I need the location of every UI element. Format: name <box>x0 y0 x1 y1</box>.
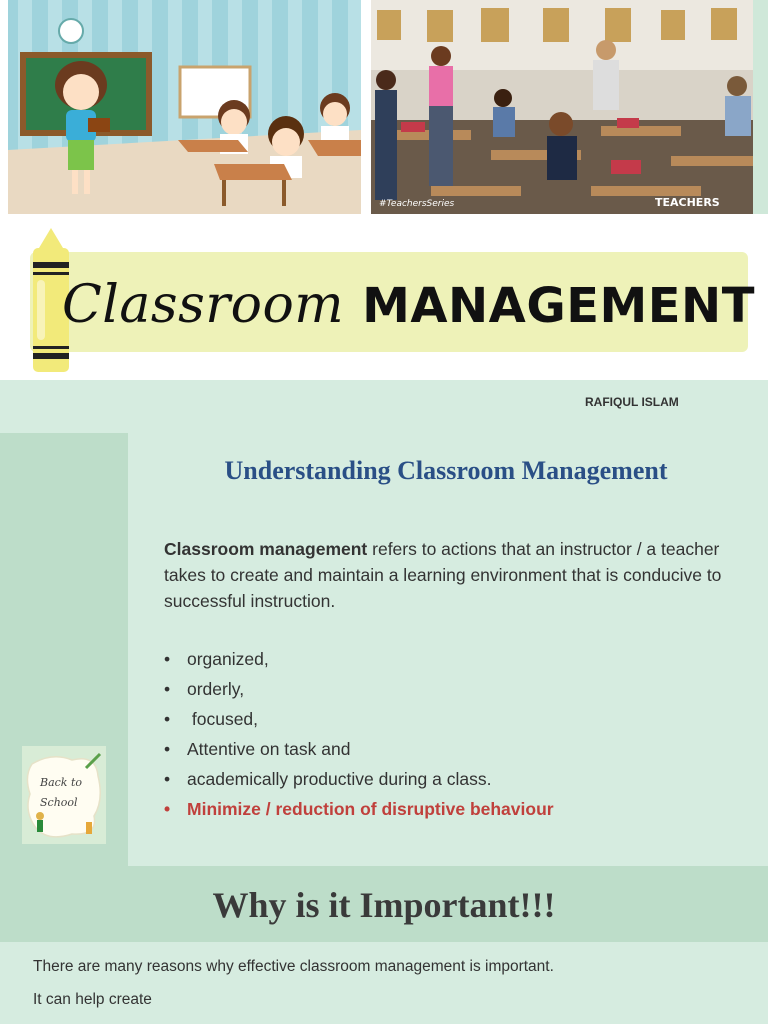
hero-images <box>0 0 768 214</box>
back-to-school-sticker <box>22 746 106 844</box>
photo-brand: TEACHERS <box>655 196 720 209</box>
why-line-2: It can help create <box>33 991 152 1008</box>
bullet-item: • academically productive during a class. <box>164 766 554 796</box>
sticker-line1: Back to <box>40 776 83 789</box>
bullet-item: • focused, <box>164 706 554 736</box>
bullet-item: • Attentive on task and <box>164 736 554 766</box>
why-title: Why is it Important!!! <box>212 885 556 925</box>
bullet-item-highlight: • Minimize / reduction of disruptive behaviour <box>164 796 554 826</box>
photo-hashtag: #TeachersSeries <box>379 199 455 209</box>
intro-paragraph <box>164 536 754 614</box>
why-line-1: There are many reasons why effective classroom management is important. <box>33 958 554 975</box>
banner-title-word1: Classroom <box>62 275 345 335</box>
edge-strip <box>753 0 768 214</box>
author-name: RAFIQUL ISLAM <box>585 395 679 409</box>
title-banner-area <box>0 214 768 380</box>
bullet-list <box>164 646 554 826</box>
sticker-line2: School <box>40 796 78 809</box>
cartoon-classroom-illustration <box>8 0 361 214</box>
banner-title <box>62 275 755 335</box>
real-classroom-photo <box>371 0 753 214</box>
bullet-item: • orderly, <box>164 676 554 706</box>
bullet-item: • organized, <box>164 646 554 676</box>
intro-bold-term: Classroom management <box>164 539 368 559</box>
intro-text: refers to actions that an instructor / a teacher takes to create and maintain a learning environment that is conducive to successful instruction. <box>164 539 722 611</box>
banner-title-word2: MANAGEMENT <box>362 278 755 334</box>
section-title: Understanding Classroom Management <box>224 456 668 485</box>
